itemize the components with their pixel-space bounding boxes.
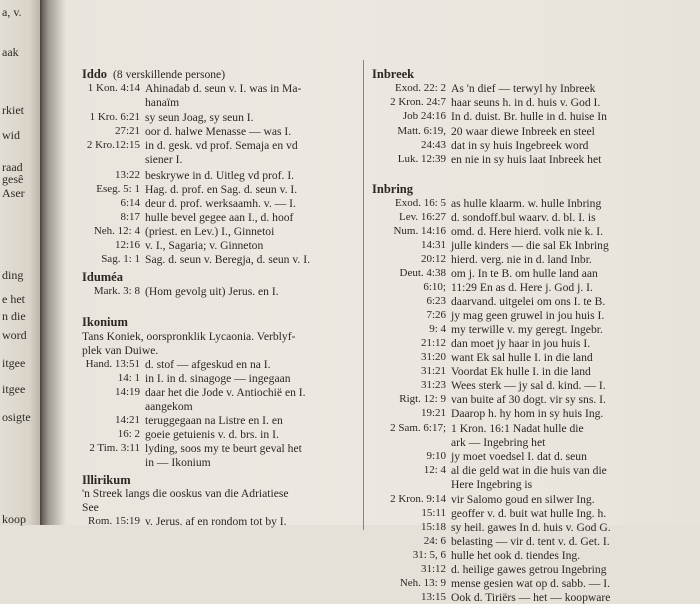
facing-page-fragment: itgee	[2, 382, 26, 396]
facing-page-fragment: koop	[2, 512, 26, 526]
verse-reference: 2 Kron. 24:7	[390, 96, 446, 108]
verse-text: aangekom	[145, 400, 193, 413]
verse-text: mense gesien wat op d. sabb. — I.	[451, 577, 611, 590]
entry-heading-text: Iddo	[82, 67, 108, 81]
verse-text: Ahinadab d. seun v. I. was in Ma-	[145, 82, 302, 95]
verse-reference: 21:12	[420, 337, 446, 349]
verse-text: Wees sterk — jy sal d. kind. — I.	[451, 379, 606, 392]
verse-text: Daarop h. hy hom in sy huis Ing.	[451, 407, 604, 420]
verse-reference: 2 Kron. 9:14	[390, 493, 446, 505]
verse-reference: Hand. 13:51	[85, 358, 140, 370]
verse-reference: 13:22	[114, 169, 140, 181]
verse-reference: Matt. 6:19,	[397, 125, 446, 137]
verse-text: plek van Duiwe.	[82, 344, 159, 357]
verse-reference: 24: 6	[423, 535, 446, 547]
verse-reference: 16: 2	[117, 428, 140, 440]
verse-reference: 14:21	[114, 414, 140, 426]
entry-heading-text: Illirikum	[82, 473, 131, 487]
verse-reference: 31:12	[420, 563, 446, 575]
verse-text: Tans Koniek, oorspronklik Lycaonia. Verblyf-	[82, 330, 296, 343]
verse-reference: 13:15	[420, 591, 446, 603]
verse-text: in I. in d. sinagoge — ingegaan	[145, 372, 291, 385]
verse-reference: 7:26	[426, 309, 446, 321]
verse-reference: 15:18	[420, 521, 446, 533]
verse-text: Ook d. Tiriërs — het — koopware	[451, 591, 611, 604]
verse-text: teruggegaan na Listre en I. en	[145, 414, 283, 427]
facing-page-fragment: osigte	[2, 410, 31, 424]
facing-page-fragment: word	[2, 328, 27, 342]
verse-text: See	[82, 501, 99, 514]
verse-reference: 24:43	[420, 139, 446, 151]
facing-page-fragment: e het	[2, 292, 25, 306]
facing-page-fragment: wid	[2, 128, 20, 142]
verse-text: v. Jerus. af en rondom tot by I.	[145, 515, 287, 528]
verse-text: om j. In te B. om hulle land aan	[451, 267, 598, 280]
verse-reference: 9:10	[426, 450, 446, 462]
verse-text: geoffer v. d. buit wat hulle Ing. h.	[451, 507, 607, 520]
book-gutter	[40, 0, 66, 525]
verse-text: my terwille v. my geregt. Ingebr.	[451, 323, 603, 336]
verse-reference: 1 Kon. 4:14	[87, 82, 140, 94]
verse-text: In d. duist. Br. hulle in d. huise In	[451, 110, 607, 123]
verse-reference: Sag. 1: 1	[101, 253, 140, 265]
entry-heading-text: Iduméa	[82, 270, 123, 284]
entry-heading	[82, 474, 131, 487]
verse-text: 'n Streek langs die ooskus van die Adriatiese	[82, 487, 289, 500]
verse-text: (Hom gevolg uit) Jerus. en I.	[145, 285, 279, 298]
verse-text: jy mag geen gruwel in jou huis I.	[451, 309, 605, 322]
entry-heading-note: (8 verskillende persone)	[113, 68, 226, 81]
verse-reference: Neh. 13: 9	[399, 577, 446, 589]
verse-text: siener I.	[145, 153, 183, 166]
verse-text: in d. gesk. vd prof. Semaja en vd	[145, 139, 298, 152]
entry-heading-text: Inbreek	[372, 67, 415, 81]
verse-text: hulle het ook d. tiendes Ing.	[451, 549, 581, 562]
verse-reference: 14:31	[420, 239, 446, 251]
verse-text: vir Salomo goud en silwer Ing.	[451, 493, 595, 506]
entry-heading	[82, 68, 225, 81]
verse-text: in — Ikonium	[145, 456, 211, 469]
verse-reference: Rom. 15:19	[88, 515, 140, 527]
verse-reference: 19:21	[420, 407, 446, 419]
verse-text: jy moet voedsel I. dat d. seun	[451, 450, 587, 463]
verse-reference: Lev. 16:27	[399, 211, 446, 223]
entry-heading	[372, 68, 414, 81]
verse-text: want Ek sal hulle I. in die land	[451, 351, 593, 364]
verse-reference: 31:20	[420, 351, 446, 363]
facing-page-fragment: aak	[2, 45, 19, 59]
verse-reference: 9: 4	[429, 323, 446, 335]
verse-text: 20 waar diewe Inbreek en steel	[451, 125, 595, 138]
facing-page-fragment: Aser	[2, 186, 25, 200]
verse-text: 11:29 En as d. Here j. God j. I.	[451, 281, 593, 294]
verse-text: deur d. prof. werksaamh. v. — I.	[145, 197, 296, 210]
verse-text: Sag. d. seun v. Beregja, d. seun v. I.	[145, 253, 310, 266]
verse-reference: Mark. 3: 8	[93, 285, 140, 297]
verse-reference: Luk. 12:39	[397, 153, 446, 165]
entry-heading-text: Ikonium	[82, 315, 128, 329]
verse-text: (priest. en Lev.) I., Ginnetoi	[145, 225, 275, 238]
verse-text: oor d. halwe Menasse — was I.	[145, 125, 292, 138]
verse-reference: Job 24:16	[402, 110, 446, 122]
verse-reference: 27:21	[114, 125, 140, 137]
facing-page-fragment: raad	[2, 160, 23, 174]
verse-text: dat in sy huis Ingebreek word	[451, 139, 589, 152]
verse-reference: Rigt. 12: 9	[399, 393, 446, 405]
verse-reference: Neh. 12: 4	[93, 225, 140, 237]
verse-text: As 'n dief — terwyl hy Inbreek	[451, 82, 596, 95]
verse-reference: 31:21	[420, 365, 446, 377]
verse-text: van buite af 30 dogt. vir sy sns. I.	[451, 393, 606, 406]
verse-text: beskrywe in d. Uitleg vd prof. I.	[145, 169, 295, 182]
entry-heading-text: Inbring	[372, 182, 413, 196]
verse-text: d. sondoff.bul waarv. d. bl. I. is	[451, 211, 596, 224]
facing-page-edge	[0, 0, 42, 525]
verse-reference: 20:12	[420, 253, 446, 265]
facing-page-fragment: itgee	[2, 356, 26, 370]
verse-text: Here Ingebring is	[451, 478, 533, 491]
verse-reference: Exod. 22: 2	[394, 82, 446, 94]
verse-text: Hag. d. prof. en Sag. d. seun v. I.	[145, 183, 298, 196]
verse-text: daar het die Jode v. Antiochië en I.	[145, 386, 306, 399]
verse-reference: 8:17	[120, 211, 140, 223]
verse-reference: 14:19	[114, 386, 140, 398]
verse-text: hanaïm	[145, 96, 180, 109]
facing-page-fragment: rkiet	[2, 103, 24, 117]
verse-reference: Eseg. 5: 1	[96, 183, 140, 195]
verse-text: sy heil. gawes In d. huis v. God G.	[451, 521, 611, 534]
verse-reference: 1 Kro. 6:21	[89, 111, 140, 123]
verse-text: goeie getuienis v. d. brs. in I.	[145, 428, 279, 441]
verse-reference: 2 Tim. 3:11	[89, 442, 140, 454]
verse-reference: 31: 5, 6	[412, 549, 446, 561]
verse-text: as hulle klaarm. w. hulle Inbring	[451, 197, 602, 210]
verse-reference: 2 Sam. 6:17;	[390, 422, 446, 434]
verse-text: daarvand. uitgelei om ons I. te B.	[451, 295, 606, 308]
entry-heading	[82, 271, 123, 284]
entry-heading	[372, 183, 413, 196]
verse-reference: 12:16	[114, 239, 140, 251]
verse-text: d. stof — afgeskud en na I.	[145, 358, 271, 371]
verse-reference: 6:14	[120, 197, 140, 209]
verse-reference: 2 Kro.12:15	[86, 139, 140, 151]
verse-text: d. heilige gawes getrou Ingebring	[451, 563, 607, 576]
verse-text: al die geld wat in die huis van die	[451, 464, 607, 477]
verse-reference: 6:10;	[423, 281, 446, 293]
verse-reference: 12: 4	[423, 464, 446, 476]
verse-text: sy seun Joag, sy seun I.	[145, 111, 254, 124]
verse-text: haar seuns h. in d. huis v. God I.	[451, 96, 601, 109]
verse-text: v. I., Sagaria; v. Ginneton	[145, 239, 264, 252]
verse-text: ark — Ingebring het	[451, 436, 546, 449]
verse-text: julle kinders — die sal Ek Inbring	[451, 239, 609, 252]
verse-text: belasting — vir d. tent v. d. Get. I.	[451, 535, 610, 548]
verse-reference: Deut. 4:38	[399, 267, 446, 279]
verse-reference: 15:11	[421, 507, 446, 519]
verse-reference: 14: 1	[117, 372, 140, 384]
verse-text: omd. d. Here hierd. volk nie k. I.	[451, 225, 603, 238]
verse-text: dan moet jy haar in jou huis I.	[451, 337, 591, 350]
entry-heading	[82, 316, 128, 329]
facing-page-fragment: a, v.	[2, 5, 22, 19]
column-divider	[363, 60, 364, 530]
verse-text: lyding, soos my te beurt geval het	[145, 442, 302, 455]
facing-page-fragment: ding	[2, 268, 24, 282]
verse-text: Voordat Ek hulle I. in die land	[451, 365, 591, 378]
verse-text: 1 Kron. 16:1 Nadat hulle die	[451, 422, 584, 435]
verse-text: hulle bevel gegee aan I., d. hoof	[145, 211, 294, 224]
verse-reference: Num. 14:16	[393, 225, 446, 237]
verse-reference: 6:23	[426, 295, 446, 307]
verse-reference: Exod. 16: 5	[394, 197, 446, 209]
facing-page-fragment: n die	[2, 309, 26, 323]
verse-text: en nie in sy huis laat Inbreek het	[451, 153, 602, 166]
verse-reference: 31:23	[420, 379, 446, 391]
facing-page-fragment: gesê	[2, 172, 24, 186]
verse-text: hierd. verg. nie in d. land Inbr.	[451, 253, 592, 266]
